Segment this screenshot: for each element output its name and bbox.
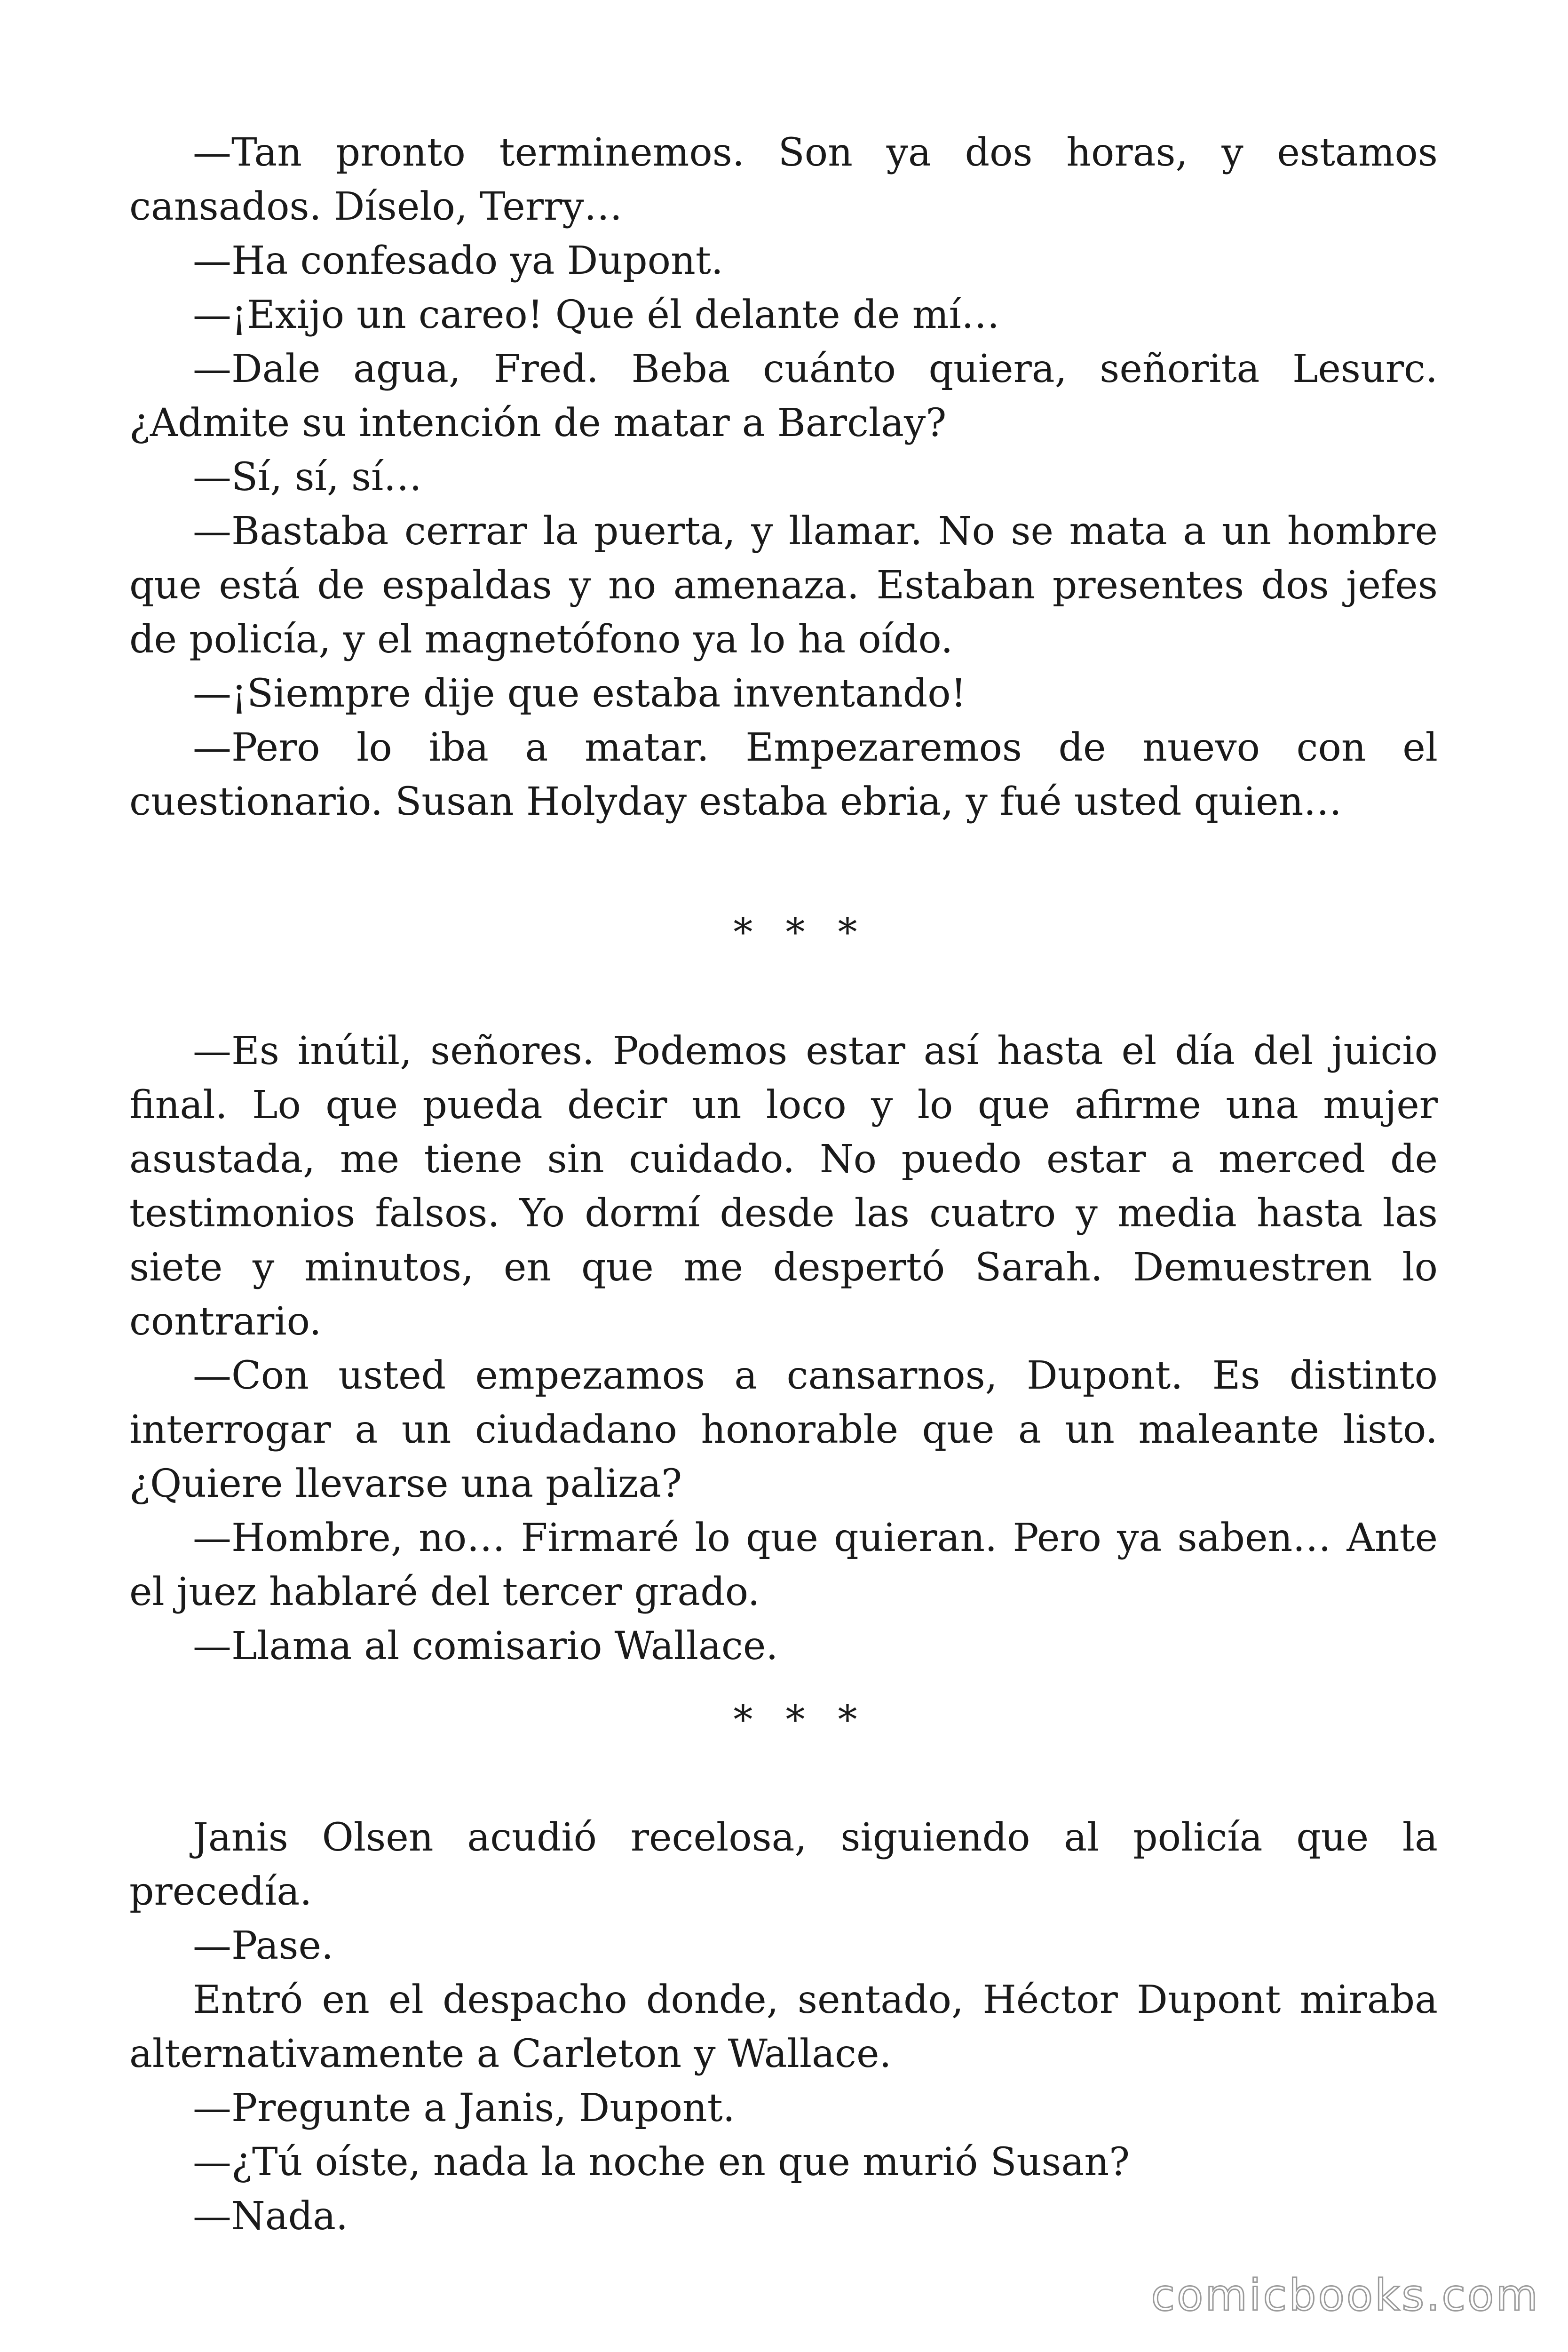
- paragraph: —Pero lo iba a matar. Empezaremos de nuevo con el cuestionario. Susan Holyday estaba ebria, y fué usted quien…: [129, 725, 1438, 824]
- section-separator: * * *: [733, 1698, 868, 1742]
- paragraph: —Pase.: [193, 1923, 334, 1968]
- paragraph: Janis Olsen acudió recelosa, siguiendo al policía que la precedía.: [129, 1815, 1438, 1914]
- text-section-3: [129, 1811, 1438, 2243]
- paragraph: —Sí, sí, sí…: [193, 455, 422, 500]
- paragraph: Entró en el despacho donde, sentado, Héctor Dupont miraba alternativamente a Carleton y Wallace.: [129, 1978, 1438, 2076]
- paragraph: —¡Siempre dije que estaba inventando!: [193, 671, 966, 716]
- paragraph: —Dale agua, Fred. Beba cuánto quiera, señorita Lesurc. ¿Admite su intención de matar a Barclay?: [129, 347, 1438, 445]
- text-section-1: [129, 126, 1438, 829]
- section-separator: * * *: [733, 910, 868, 955]
- paragraph: —Bastaba cerrar la puerta, y llamar. No se mata a un hombre que está de espaldas y no amenaza. Estaban presentes dos jefes de policía, y el magnetófono ya lo ha oído.: [129, 509, 1438, 662]
- paragraph: —Pregunte a Janis, Dupont.: [193, 2086, 735, 2130]
- paragraph: —Es inútil, señores. Podemos estar así hasta el día del juicio final. Lo que pueda decir un loco y lo que afirme una mujer asustada, me tiene sin cuidado. No puedo estar a merced de testimonios falsos. Yo dormí desde las cuatro y media hasta las siete y minutos, en que me despertó Sarah. Demuestren lo contrario.: [129, 1029, 1438, 1344]
- paragraph: —¡Exijo un careo! Que él delante de mí…: [193, 293, 1000, 337]
- paragraph: —Nada.: [193, 2194, 348, 2239]
- paragraph: —Con usted empezamos a cansarnos, Dupont. Es distinto interrogar a un ciudadano honorable que a un maleante listo. ¿Quiere llevarse una paliza?: [129, 1353, 1438, 1506]
- text-section-2: [129, 1024, 1438, 1673]
- watermark: comicbooks.com: [1151, 2270, 1540, 2320]
- paragraph: —Hombre, no… Firmaré lo que quieran. Pero ya saben… Ante el juez hablaré del tercer grado.: [129, 1516, 1438, 1614]
- paragraph: —¿Tú oíste, nada la noche en que murió Susan?: [193, 2140, 1130, 2185]
- paragraph: —Ha confesado ya Dupont.: [193, 238, 723, 283]
- paragraph: —Tan pronto terminemos. Son ya dos horas, y estamos cansados. Díselo, Terry…: [129, 130, 1438, 229]
- paragraph: —Llama al comisario Wallace.: [193, 1624, 778, 1669]
